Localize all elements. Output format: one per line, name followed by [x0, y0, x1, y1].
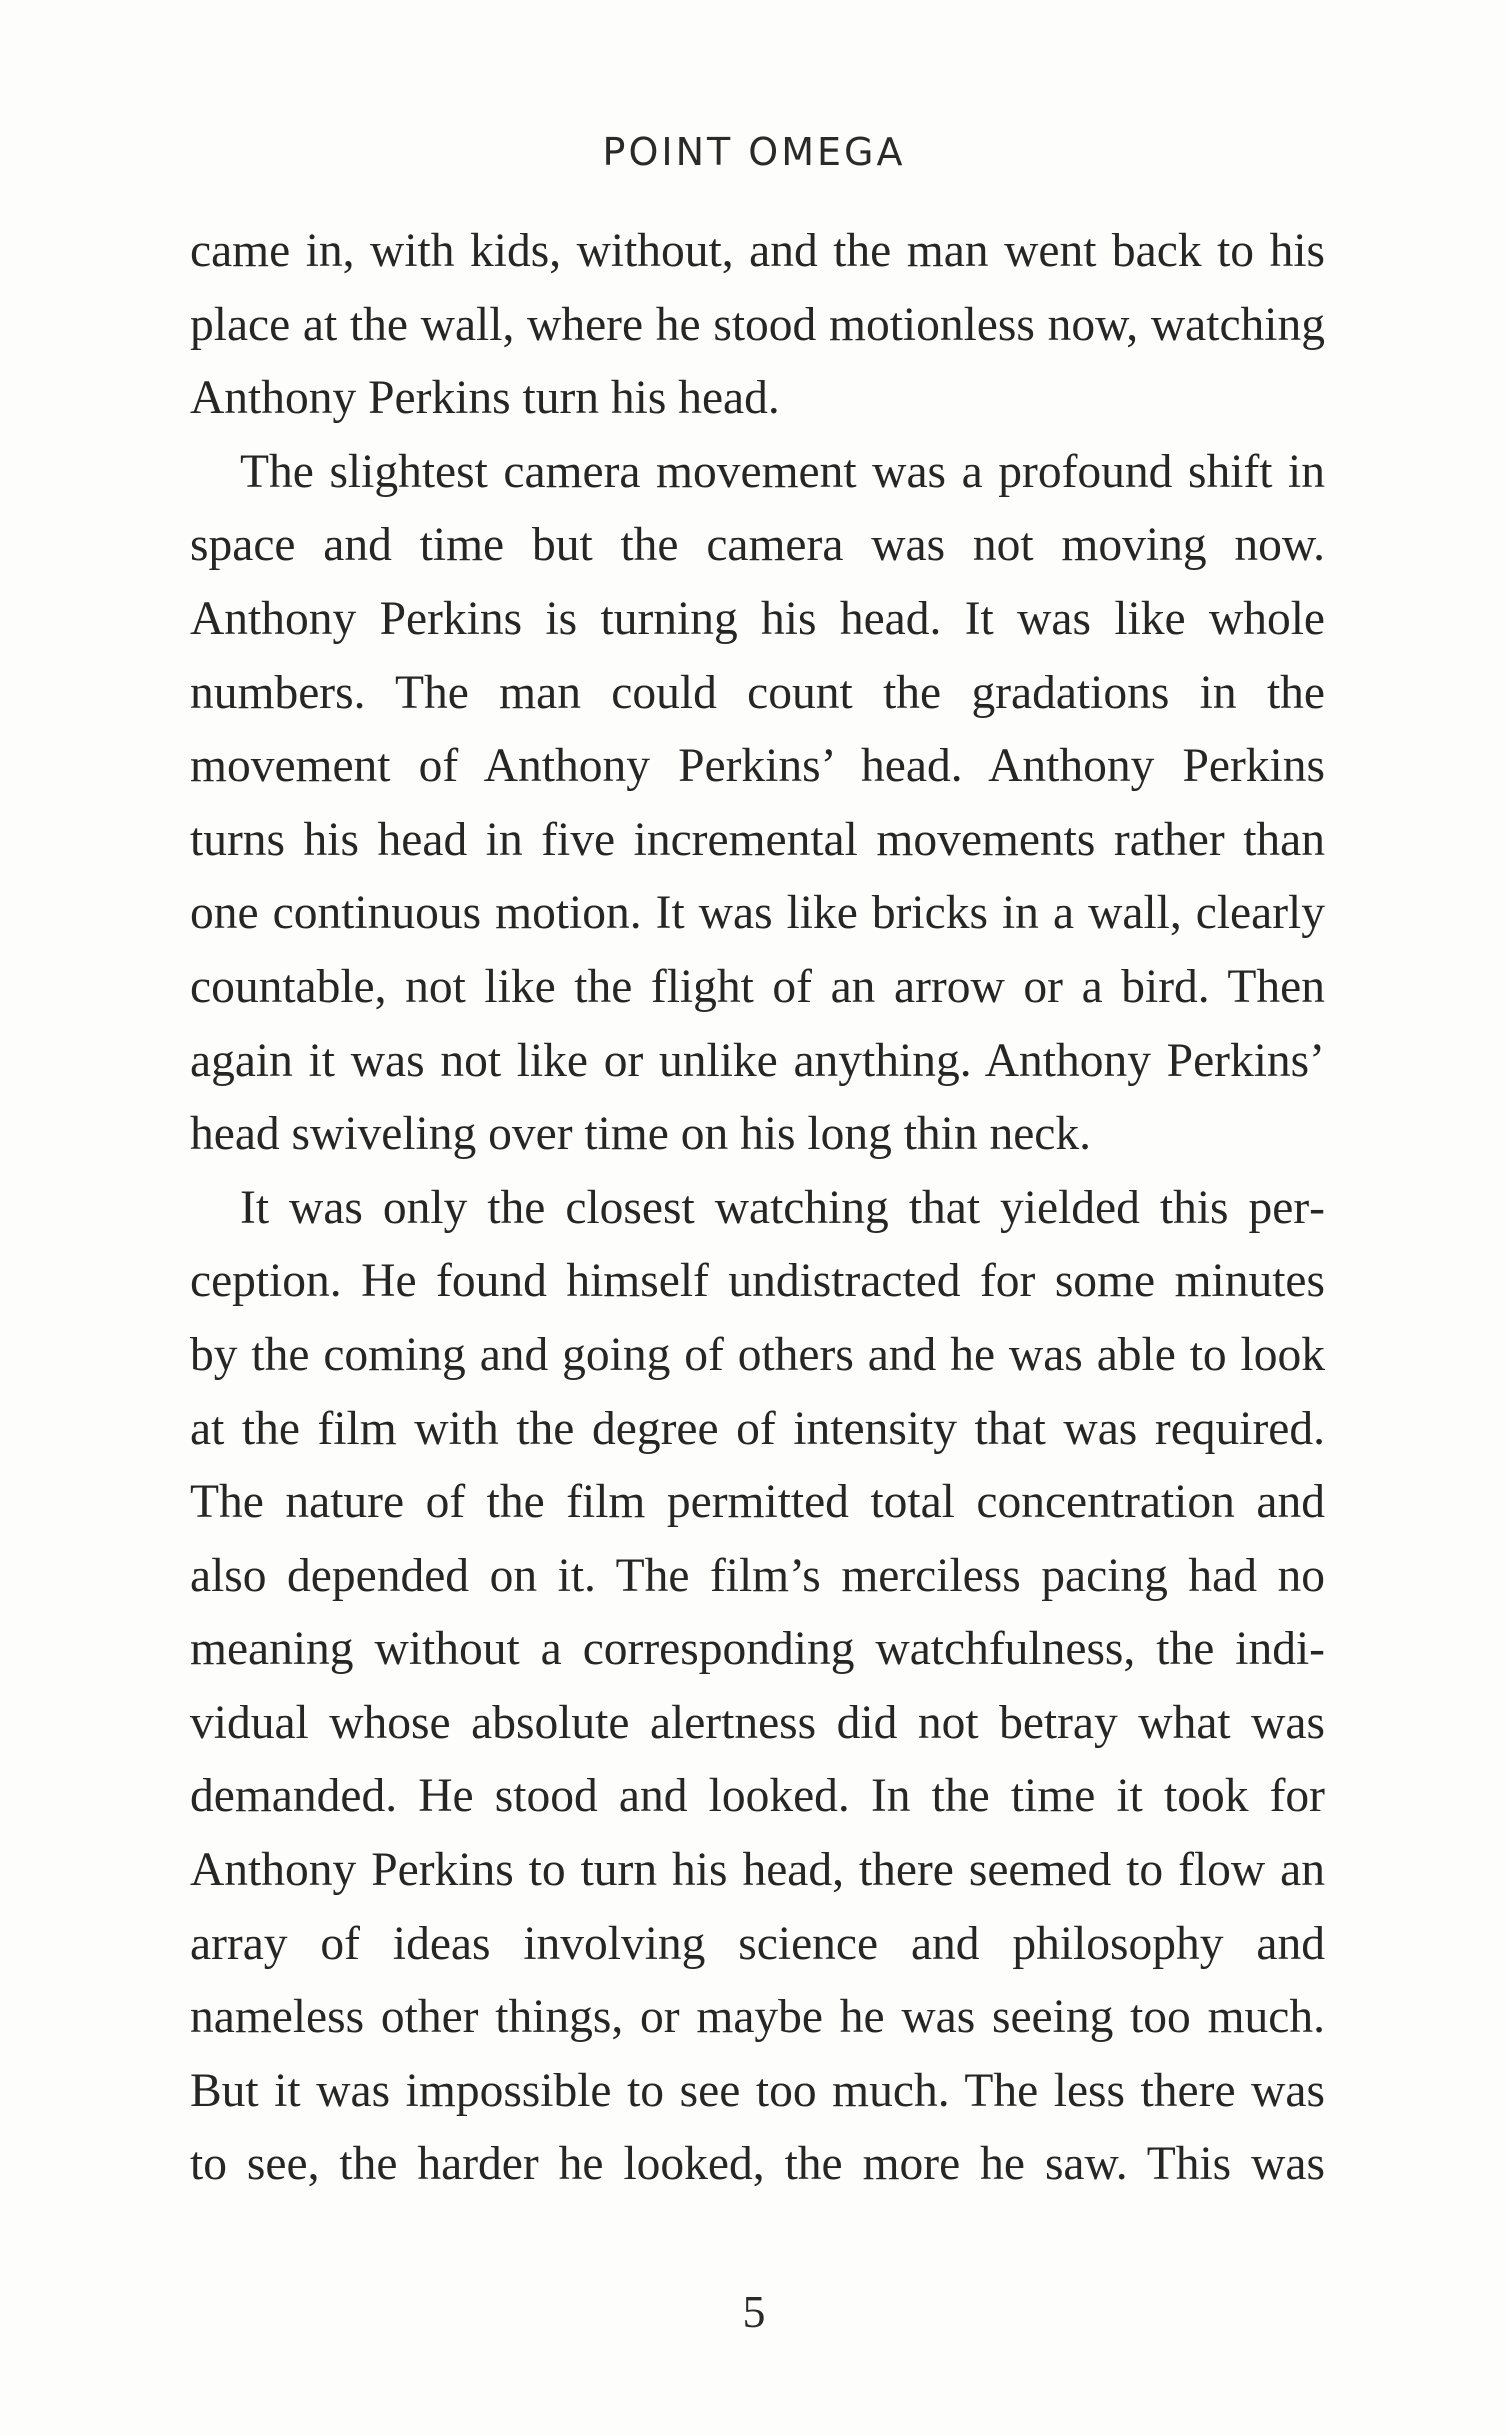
- running-head: POINT OMEGA: [602, 130, 906, 174]
- paragraph: The slightest camera movement was a profound shift in space and time but the camera was not moving now. Anthony Perkins is turning his head. It was like whole numbers. The man could count the gradations in the movement of Anthony Perkins’ head. Anthony Perkins turns his head in five incremental movements rather than one continuous motion. It was like bricks in a wall, clearly countable, not like the flight of an arrow or a bird. Then again it was not like or unlike anything. Anthony Perkins’ head swiveling over time on his long thin neck.: [190, 445, 1325, 1161]
- page-number: 5: [742, 2286, 766, 2337]
- paragraph: came in, with kids, without, and the man went back to his place at the wall, where he stood motionless now, watching Anthony Perkins turn his head.: [190, 225, 1325, 425]
- body-text: [190, 215, 1325, 2202]
- paragraph: It was only the closest watching that yielded this perception. He found himself undistracted for some minutes by the coming and going of others and he was able to look at the film with the degree of intensity that was required. The nature of the film permitted total concentration and also depended on it. The film’s merciless pacing had no meaning without a corresponding watchfulness, the individual whose absolute alertness did not betray what was demanded. He stood and looked. In the time it took for Anthony Perkins to turn his head, there seemed to flow an array of ideas involving science and philosophy and nameless other things, or maybe he was seeing too much. But it was impossible to see too much. The less there was to see, the harder he looked, the more he saw. This was: [190, 1181, 1325, 2191]
